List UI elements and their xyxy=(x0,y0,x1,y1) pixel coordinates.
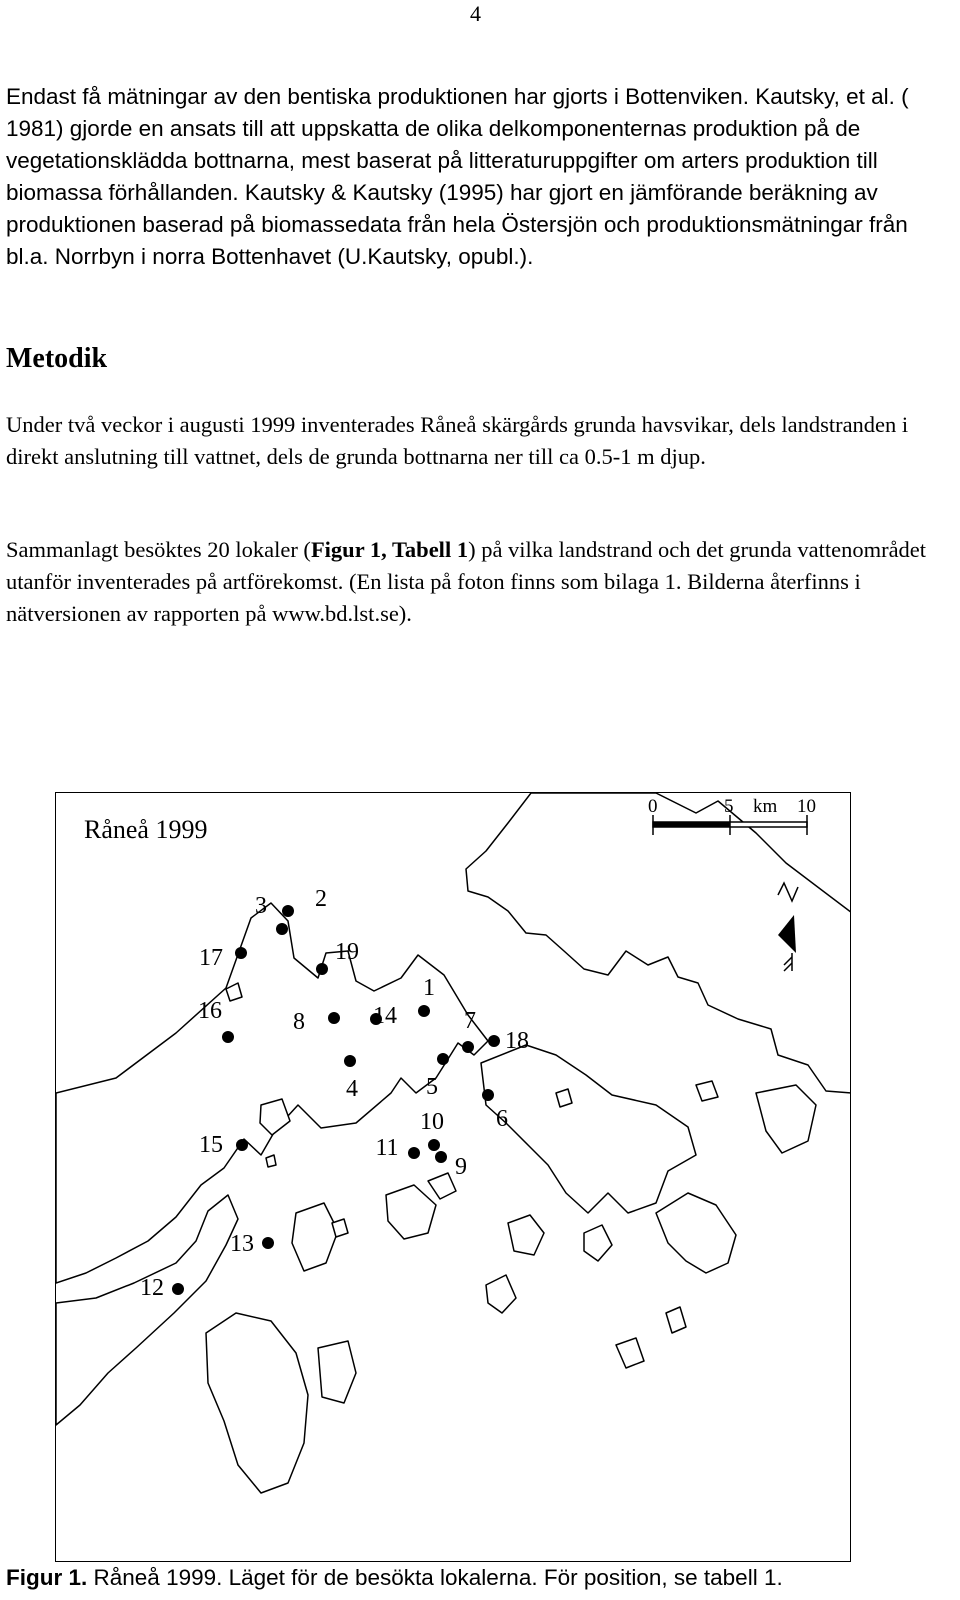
site-marker xyxy=(316,963,328,975)
caption-label: Figur 1. xyxy=(6,1565,88,1590)
island-south-2 xyxy=(292,1203,338,1271)
site-marker xyxy=(408,1147,420,1159)
site-marker xyxy=(437,1053,449,1065)
island-small-7 xyxy=(266,1155,276,1167)
site-marker xyxy=(235,947,247,959)
site-marker xyxy=(328,1012,340,1024)
island-east-1 xyxy=(481,1045,696,1213)
site-marker xyxy=(435,1151,447,1163)
site-label: 4 xyxy=(346,1076,358,1102)
island-south-1 xyxy=(386,1185,436,1239)
site-marker xyxy=(172,1283,184,1295)
site-label: 11 xyxy=(375,1135,399,1161)
site-marker xyxy=(236,1139,248,1151)
island-small-3 xyxy=(428,1173,456,1199)
site-marker xyxy=(276,923,288,935)
site-label: 7 xyxy=(464,1008,476,1034)
site-label: 13 xyxy=(230,1231,254,1257)
scale-label-unit: km xyxy=(753,796,778,817)
island-small-5 xyxy=(666,1307,686,1333)
island-south-6 xyxy=(486,1275,516,1313)
land-areas xyxy=(56,793,851,1493)
site-marker xyxy=(428,1139,440,1151)
site-marker xyxy=(488,1035,500,1047)
archipelago-map xyxy=(55,792,851,1562)
site-label: 3 xyxy=(255,893,267,919)
island-south-4 xyxy=(318,1341,356,1403)
site-marker xyxy=(222,1031,234,1043)
map-title: Råneå 1999 xyxy=(84,815,208,844)
site-label: 15 xyxy=(199,1132,223,1158)
site-marker xyxy=(418,1005,430,1017)
site-label: 17 xyxy=(199,945,223,971)
site-label: 2 xyxy=(315,886,327,912)
sites-text-prefix: Sammanlagt besöktes 20 lokaler ( xyxy=(6,537,311,562)
site-marker xyxy=(262,1237,274,1249)
site-label: 18 xyxy=(505,1028,529,1054)
scale-label-end: 10 xyxy=(797,796,816,817)
scale-label-mid: 5 xyxy=(724,796,734,817)
island-east-3 xyxy=(756,1085,816,1153)
site-label: 9 xyxy=(455,1154,467,1180)
site-label: 12 xyxy=(140,1275,164,1301)
map-graphic xyxy=(56,793,851,1562)
island-south-3 xyxy=(206,1313,308,1493)
caption-text: Råneå 1999. Läget för de besökta lokalerna. För position, se tabell 1. xyxy=(87,1565,783,1590)
section-heading: Metodik xyxy=(6,343,108,374)
site-marker xyxy=(482,1089,494,1101)
site-label: 19 xyxy=(335,939,359,965)
island-small-4 xyxy=(616,1338,644,1368)
method-paragraph: Under två veckor i augusti 1999 inventerades Råneå skärgårds grunda havsvikar, dels landstranden i direkt anslutning till vattnet, dels de grunda bottnarna ner till ca 0.5-1 m djup. xyxy=(6,412,909,469)
site-label: 8 xyxy=(293,1009,305,1035)
sites-text-suffix: ) på vilka landstrand och det grunda vattenområdet utanför inventerades på artförekomst. (En lista på foton finns som bilaga 1. Bilderna återfinns i nätversionen av rapporten på www.bd.lst.se). xyxy=(6,537,927,626)
site-marker xyxy=(344,1055,356,1067)
site-label: 10 xyxy=(420,1109,444,1135)
site-marker xyxy=(462,1041,474,1053)
island-south-7 xyxy=(584,1225,612,1261)
sites-paragraph xyxy=(6,534,946,630)
island-east-2 xyxy=(656,1193,736,1273)
scale-label-start: 0 xyxy=(648,796,658,817)
island-small-9 xyxy=(696,1081,718,1101)
site-label: 16 xyxy=(198,998,222,1024)
site-marker xyxy=(282,905,294,917)
island-south-5 xyxy=(508,1215,544,1255)
site-label: 5 xyxy=(426,1074,438,1100)
figure-table-reference: Figur 1, Tabell 1 xyxy=(310,537,469,562)
figure-caption xyxy=(6,1563,783,1593)
site-label: 6 xyxy=(496,1106,508,1132)
site-label: 1 xyxy=(423,975,435,1001)
page-number: 4 xyxy=(470,1,481,26)
intro-paragraph: Endast få mätningar av den bentiska produktionen har gjorts i Bottenviken. Kautsky, et al. ( 1981) gjorde en ansats till att uppskatta de olika delkomponenternas produktion på de vegetationsklädda bottnarna, mest baserat på litteraturuppgifter om arters produktion till biomassa förhållanden. Kautsky & Kautsky (1995) har gjort en jämförande beräkning av produktionen baserad på biomassedata från hela Östersjön och produktionsmätningar från bl.a. Norrbyn i norra Bottenhavet (U.Kautsky, opubl.). xyxy=(6,84,909,269)
site-label: 14 xyxy=(373,1003,397,1029)
